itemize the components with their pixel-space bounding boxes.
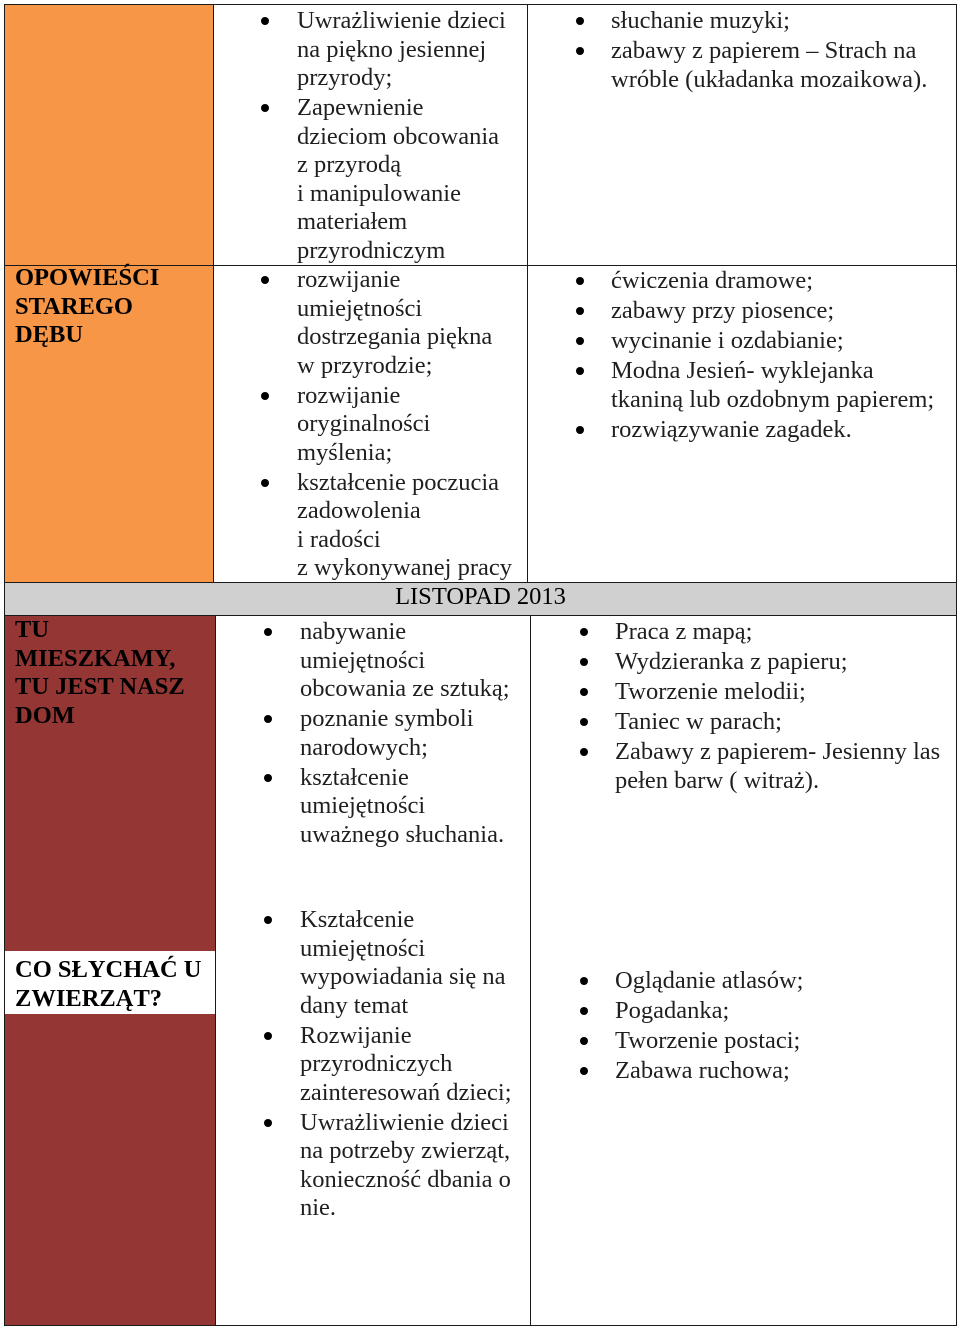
bullet-icon (580, 688, 588, 696)
list-item-text: Uwrażliwienie dzieci (297, 7, 506, 34)
list-item (611, 416, 934, 445)
list-item-text: i manipulowanie (297, 179, 461, 207)
column-divider (213, 4, 214, 582)
goals-list (297, 7, 506, 267)
theme-title-line: TU JEST NASZ (15, 673, 185, 700)
list-item (300, 906, 512, 1020)
list-item-text: w przyrodzie; (297, 351, 433, 379)
list-item-text: wypowiadania się na (300, 963, 506, 990)
bullet-icon (580, 977, 588, 985)
list-item-text: kształcenie (300, 763, 409, 791)
month-band-label: LISTOPAD 2013 (395, 583, 566, 610)
theme-title (15, 616, 185, 730)
list-item (615, 997, 803, 1026)
bullet-icon (264, 1032, 272, 1040)
list-item (297, 469, 512, 583)
list-item (300, 764, 510, 850)
list-item-text: uważnego słuchania. (300, 820, 505, 848)
list-item (611, 7, 927, 36)
list-item (611, 37, 927, 94)
table-border-bottom (4, 1325, 957, 1326)
list-item (297, 7, 506, 93)
list-item (615, 678, 940, 707)
theme-title-line: DOM (15, 701, 75, 729)
activities-list (611, 267, 934, 446)
list-item-text: Zabawy z papierem- Jesienny las (615, 738, 941, 765)
list-item (615, 1057, 803, 1086)
list-item-text: na piękno jesiennej (297, 35, 487, 63)
list-item-text: Rozwijanie (300, 1021, 412, 1049)
list-item-text: obcowania ze sztuką; (300, 675, 510, 702)
list-item (297, 266, 512, 380)
bullet-icon (576, 426, 584, 434)
bullet-icon (576, 307, 584, 315)
list-item (611, 297, 934, 326)
bullet-icon (580, 628, 588, 636)
list-item-text: kształcenie poczucia (297, 468, 500, 496)
list-item-text: Praca z mapą; (615, 618, 753, 645)
list-item (300, 1022, 512, 1108)
goals-list (300, 618, 510, 851)
list-item-text: przyrody; (297, 64, 393, 91)
goals-list (300, 906, 512, 1224)
theme-title-line: OPOWIEŚCI (15, 264, 160, 291)
list-item-text: oryginalności (297, 410, 431, 437)
bullet-icon (261, 276, 269, 284)
list-item-text: zabawy z papierem – Strach na (611, 37, 917, 64)
bullet-icon (264, 774, 272, 782)
list-item (615, 1027, 803, 1056)
list-item-text: i radości (297, 525, 381, 553)
list-item-text: nabywanie (300, 618, 407, 645)
bullet-icon (580, 748, 588, 756)
bullet-icon (261, 17, 269, 25)
list-item-text: myślenia; (297, 438, 393, 466)
theme-title (15, 264, 159, 350)
table-border-right (956, 4, 957, 1326)
list-item-text: poznanie symboli (300, 705, 474, 732)
list-item-text: Oglądanie atlasów; (615, 967, 804, 994)
list-item-text: zabawy przy piosence; (611, 297, 835, 324)
list-item-text: umiejętności (300, 646, 426, 674)
theme-title-line: MIESZKAMY, (15, 644, 176, 672)
list-item-text: Uwrażliwienie dzieci (300, 1108, 509, 1136)
activities-list (615, 967, 803, 1087)
list-item-text: Taniec w parach; (615, 708, 782, 735)
list-item-text: zadowolenia (297, 497, 421, 524)
list-item-text: ćwiczenia dramowe; (611, 267, 814, 294)
list-item-text: rozwijanie (297, 266, 401, 293)
column-divider (215, 615, 216, 1326)
activities-list (615, 618, 940, 797)
bullet-icon (580, 718, 588, 726)
bullet-icon (576, 47, 584, 55)
goals-list (297, 266, 512, 584)
bullet-icon (264, 1119, 272, 1127)
list-item-text: na potrzeby zwierząt, (300, 1137, 511, 1164)
theme-title (15, 956, 202, 1013)
bullet-icon (264, 916, 272, 924)
list-item-text: pełen barw ( witraż). (615, 766, 820, 794)
list-item (611, 327, 934, 356)
bullet-icon (264, 715, 272, 723)
list-item (615, 708, 940, 737)
list-item (297, 382, 512, 468)
list-item-text: słuchanie muzyki; (611, 7, 790, 34)
list-item-text: tkaniną lub ozdobnym papierem; (611, 385, 935, 413)
list-item-text: wycinanie i ozdabianie; (611, 327, 844, 354)
list-item-text: przyrodniczych (300, 1050, 453, 1077)
theme-title-line: CO SŁYCHAĆ U (15, 956, 202, 983)
list-item-text: materiałem (297, 208, 408, 235)
list-item (300, 1109, 512, 1223)
list-item (615, 648, 940, 677)
bullet-icon (580, 1067, 588, 1075)
list-item-text: rozwiązywanie zagadek. (611, 415, 852, 443)
list-item-text: Wydzieranka z papieru; (615, 648, 848, 675)
bullet-icon (576, 367, 584, 375)
table-border-top (4, 4, 957, 5)
theme-title-line: ZWIERZĄT? (15, 984, 163, 1012)
list-item (300, 618, 510, 704)
list-item-text: umiejętności (297, 294, 423, 322)
list-item-text: dany temat (300, 991, 409, 1019)
bullet-icon (261, 104, 269, 112)
theme-title-line: STAREGO (15, 292, 133, 320)
list-item-text: Pogadanka; (615, 997, 730, 1024)
bullet-icon (580, 1007, 588, 1015)
list-item (615, 967, 803, 996)
list-item (297, 94, 506, 265)
list-item-text: Tworzenie postaci; (615, 1027, 801, 1054)
bullet-icon (580, 1037, 588, 1045)
column-divider (530, 615, 531, 1326)
list-item-text: konieczność dbania o (300, 1165, 511, 1193)
list-item-text: rozwijanie (297, 381, 401, 409)
list-item-text: Zabawa ruchowa; (615, 1057, 790, 1084)
list-item-text: wróble (układanka mozaikowa). (611, 65, 928, 93)
bullet-icon (576, 17, 584, 25)
bullet-icon (580, 658, 588, 666)
list-item-text: Modna Jesień- wyklejanka (611, 357, 874, 384)
activities-list (611, 7, 927, 96)
list-item (615, 738, 940, 795)
list-item-text: umiejętności (300, 934, 426, 962)
list-item-text: z przyrodą (297, 151, 402, 178)
list-item-text: dostrzegania piękna (297, 323, 493, 350)
list-item-text: umiejętności (300, 792, 426, 819)
list-item (611, 267, 934, 296)
list-item-text: Zapewnienie (297, 94, 424, 121)
list-item (300, 705, 510, 762)
column-divider (527, 4, 528, 582)
table-border-left (4, 4, 5, 1326)
list-item-text: nie. (300, 1194, 337, 1221)
list-item (615, 618, 940, 647)
bullet-icon (264, 628, 272, 636)
list-item-text: Kształcenie (300, 906, 415, 933)
list-item-text: dzieciom obcowania (297, 122, 500, 150)
bullet-icon (261, 479, 269, 487)
bullet-icon (576, 337, 584, 345)
list-item-text: Tworzenie melodii; (615, 678, 806, 705)
list-item-text: zainteresowań dzieci; (300, 1078, 512, 1106)
theme-title-line: DĘBU (15, 321, 84, 348)
bullet-icon (261, 392, 269, 400)
theme-title-line: TU (15, 616, 50, 643)
list-item-text: z wykonywanej pracy (297, 554, 512, 581)
list-item (611, 357, 934, 414)
list-item-text: narodowych; (300, 733, 428, 761)
list-item-text: przyrodniczym (297, 236, 446, 264)
bullet-icon (576, 277, 584, 285)
